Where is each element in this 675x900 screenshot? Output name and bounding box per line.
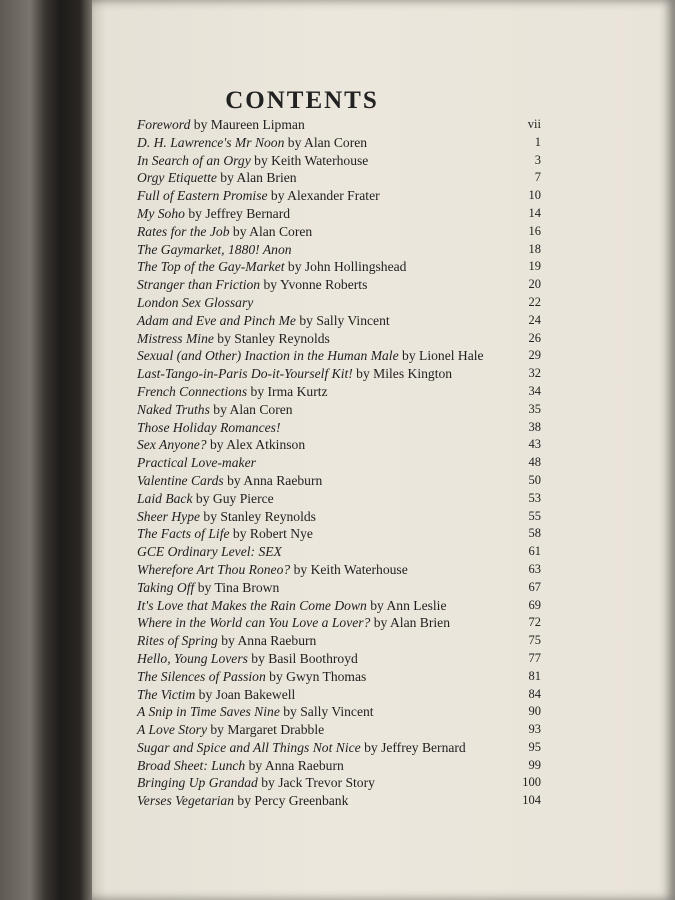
- entry-title: Practical Love-maker: [137, 455, 256, 471]
- contents-entry: [137, 223, 541, 241]
- entry-page-number: 75: [528, 633, 541, 648]
- entry-page-number: 55: [528, 508, 541, 523]
- contents-entry: [137, 490, 541, 508]
- entry-author: by Stanley Reynolds: [213, 330, 330, 346]
- entry-author: by Jeffrey Bernard: [184, 205, 291, 221]
- entry-title: Rites of Spring: [137, 633, 218, 649]
- entry-author: by Alex Atkinson: [206, 437, 306, 453]
- contents-entry: [137, 205, 541, 223]
- entry-author: by Alan Coren: [209, 401, 293, 417]
- entry-page-number: 104: [522, 793, 541, 808]
- entry-author: by Margaret Drabble: [206, 722, 325, 738]
- entry-title: Naked Truths: [137, 401, 210, 417]
- entry-author: by Alan Coren: [229, 223, 313, 239]
- entry-page-number: 32: [528, 366, 541, 381]
- contents-entry: [137, 454, 541, 472]
- page-title: CONTENTS: [225, 86, 379, 114]
- entry-author: by Guy Pierce: [192, 490, 274, 506]
- entry-title: Wherefore Art Thou Roneo?: [137, 561, 291, 577]
- entry-title: A Snip in Time Saves Nine: [137, 704, 280, 720]
- contents-entry: [137, 757, 541, 775]
- contents-entry: [137, 330, 541, 348]
- entry-title: The Facts of Life: [137, 526, 230, 542]
- contents-entry: [137, 543, 541, 561]
- entry-author: by Alexander Frater: [267, 188, 380, 204]
- entry-page-number: 93: [528, 722, 541, 737]
- entry-title: Sexual (and Other) Inaction in the Human Male: [137, 348, 399, 364]
- contents-entry: [137, 383, 541, 401]
- entry-page-number: 10: [528, 188, 541, 203]
- entry-page-number: 19: [528, 259, 541, 274]
- contents-entry: [137, 152, 541, 170]
- entry-title: London Sex Glossary: [137, 294, 254, 310]
- contents-entry: [137, 792, 541, 810]
- entry-page-number: vii: [527, 117, 541, 131]
- entry-title: Sheer Hype: [137, 508, 201, 524]
- entry-author: by Sally Vincent: [279, 704, 374, 720]
- entry-page-number: 48: [528, 455, 541, 470]
- contents-entry: [137, 686, 541, 704]
- entry-title: Laid Back: [137, 490, 193, 506]
- entry-title: A Love Story: [137, 722, 207, 738]
- entry-author: by Stanley Reynolds: [200, 508, 316, 524]
- entry-title: Mistress Mine: [137, 330, 214, 346]
- contents-entry: [137, 294, 541, 312]
- entry-author: by Irma Kurtz: [247, 383, 328, 399]
- entry-title: Adam and Eve and Pinch Me: [137, 312, 296, 328]
- entry-title: GCE Ordinary Level: SEX: [137, 544, 282, 560]
- entry-author: by Percy Greenbank: [234, 793, 349, 809]
- entry-author: by Miles Kington: [352, 366, 453, 382]
- entry-title: Taking Off: [137, 579, 195, 595]
- entry-title: Stranger than Friction: [137, 277, 261, 293]
- entry-page-number: 18: [528, 241, 541, 256]
- entry-page-number: 38: [528, 419, 541, 434]
- contents-entry: [137, 436, 541, 454]
- entry-author: by Lionel Hale: [398, 348, 484, 364]
- entry-title: Bringing Up Grandad: [137, 775, 258, 791]
- entry-author: by John Hollingshead: [284, 259, 407, 275]
- entry-author: by Keith Waterhouse: [250, 152, 369, 168]
- entry-title: Orgy Etiquette: [137, 170, 217, 186]
- entry-title: Valentine Cards: [137, 472, 224, 488]
- entry-title: The Victim: [137, 686, 196, 702]
- contents-entry: [137, 774, 541, 792]
- entry-title: The Gaymarket, 1880! Anon: [137, 241, 292, 257]
- entry-author: by Basil Boothroyd: [247, 650, 358, 666]
- facing-page-edge: [0, 0, 95, 900]
- contents-entry: [137, 561, 541, 579]
- entry-page-number: 3: [534, 152, 541, 167]
- entry-title: The Silences of Passion: [137, 668, 266, 684]
- entry-title: Hello, Young Lovers: [137, 650, 248, 666]
- contents-entry: [137, 134, 541, 152]
- contents-entry: [137, 525, 541, 543]
- entry-page-number: 81: [528, 668, 541, 683]
- entry-page-number: 58: [528, 526, 541, 541]
- contents-entry: [137, 365, 541, 383]
- contents-entry: [137, 632, 541, 650]
- entry-page-number: 43: [528, 437, 541, 452]
- entry-author: by Anna Raeburn: [223, 472, 323, 488]
- entry-title: My Soho: [137, 205, 185, 221]
- entry-page-number: 84: [528, 686, 541, 701]
- contents-entry: [137, 579, 541, 597]
- entry-page-number: 35: [528, 401, 541, 416]
- entry-author: by Gwyn Thomas: [265, 668, 367, 684]
- entry-title: Where in the World can You Love a Lover?: [137, 615, 371, 631]
- entry-page-number: 22: [528, 294, 541, 309]
- entry-page-number: 16: [528, 223, 541, 238]
- entry-author: by Sally Vincent: [295, 312, 390, 328]
- entry-page-number: 34: [528, 383, 541, 398]
- contents-entry: [137, 597, 541, 615]
- entry-author: by Robert Nye: [229, 526, 313, 542]
- entry-author: by Joan Bakewell: [195, 686, 296, 702]
- entry-author: by Yvonne Roberts: [260, 277, 368, 293]
- contents-entry: [137, 169, 541, 187]
- entry-title: Broad Sheet: Lunch: [137, 757, 246, 773]
- entry-page-number: 99: [528, 757, 541, 772]
- entry-title: It's Love that Makes the Rain Come Down: [137, 597, 367, 613]
- entry-page-number: 53: [528, 490, 541, 505]
- entry-page-number: 69: [528, 597, 541, 612]
- entry-page-number: 14: [528, 205, 541, 220]
- entry-title: Last-Tango-in-Paris Do-it-Yourself Kit!: [137, 366, 353, 382]
- contents-entry: [137, 187, 541, 205]
- contents-entry: [137, 312, 541, 330]
- entry-page-number: 50: [528, 472, 541, 487]
- contents-entry: [137, 668, 541, 686]
- contents-entry: [137, 508, 541, 526]
- contents-entry: [137, 472, 541, 490]
- entry-title: French Connections: [137, 383, 248, 399]
- contents-entry: [137, 276, 541, 294]
- entry-author: by Anna Raeburn: [217, 633, 317, 649]
- entry-title: Sugar and Spice and All Things Not Nice: [137, 739, 361, 755]
- entry-title: Foreword: [137, 117, 191, 132]
- entry-author: by Maureen Lipman: [190, 117, 305, 132]
- contents-entry: [137, 347, 541, 365]
- entry-author: by Alan Coren: [284, 134, 368, 150]
- entry-page-number: 72: [528, 615, 541, 630]
- entry-page-number: 67: [528, 579, 541, 594]
- contents-entry: [137, 703, 541, 721]
- entry-title: Verses Vegetarian: [137, 793, 235, 809]
- entry-page-number: 77: [528, 650, 541, 665]
- entry-author: by Tina Brown: [194, 579, 280, 595]
- entry-page-number: 95: [528, 739, 541, 754]
- contents-entry: [137, 258, 541, 276]
- entry-page-number: 100: [522, 775, 541, 790]
- entry-page-number: 24: [528, 312, 541, 327]
- entry-author: by Jack Trevor Story: [257, 775, 375, 791]
- contents-entry: [137, 116, 541, 134]
- contents-entry: [137, 401, 541, 419]
- entry-page-number: 7: [534, 170, 541, 185]
- contents-entry: [137, 721, 541, 739]
- contents-list: [137, 116, 541, 810]
- entry-page-number: 63: [528, 561, 541, 576]
- entry-page-number: 90: [528, 704, 541, 719]
- entry-author: by Alan Brien: [370, 615, 451, 631]
- entry-page-number: 29: [528, 348, 541, 363]
- entry-title: Those Holiday Romances!: [137, 419, 281, 435]
- contents-entry: [137, 739, 541, 757]
- entry-page-number: 26: [528, 330, 541, 345]
- contents-entry: [137, 241, 541, 259]
- entry-page-number: 61: [528, 544, 541, 559]
- entry-title: In Search of an Orgy: [137, 152, 251, 168]
- entry-title: The Top of the Gay-Market: [137, 259, 285, 275]
- entry-author: by Anna Raeburn: [245, 757, 344, 773]
- entry-author: by Jeffrey Bernard: [360, 739, 466, 755]
- contents-entry: [137, 650, 541, 668]
- entry-title: D. H. Lawrence's Mr Noon: [137, 134, 285, 150]
- entry-title: Full of Eastern Promise: [137, 188, 268, 204]
- entry-author: by Ann Leslie: [366, 597, 447, 613]
- entry-author: by Alan Brien: [216, 170, 297, 186]
- entry-page-number: 1: [534, 134, 541, 149]
- contents-entry: [137, 419, 541, 437]
- entry-page-number: 20: [528, 277, 541, 292]
- entry-author: by Keith Waterhouse: [290, 561, 408, 577]
- entry-title: Rates for the Job: [137, 223, 230, 239]
- contents-entry: [137, 614, 541, 632]
- entry-title: Sex Anyone?: [137, 437, 207, 453]
